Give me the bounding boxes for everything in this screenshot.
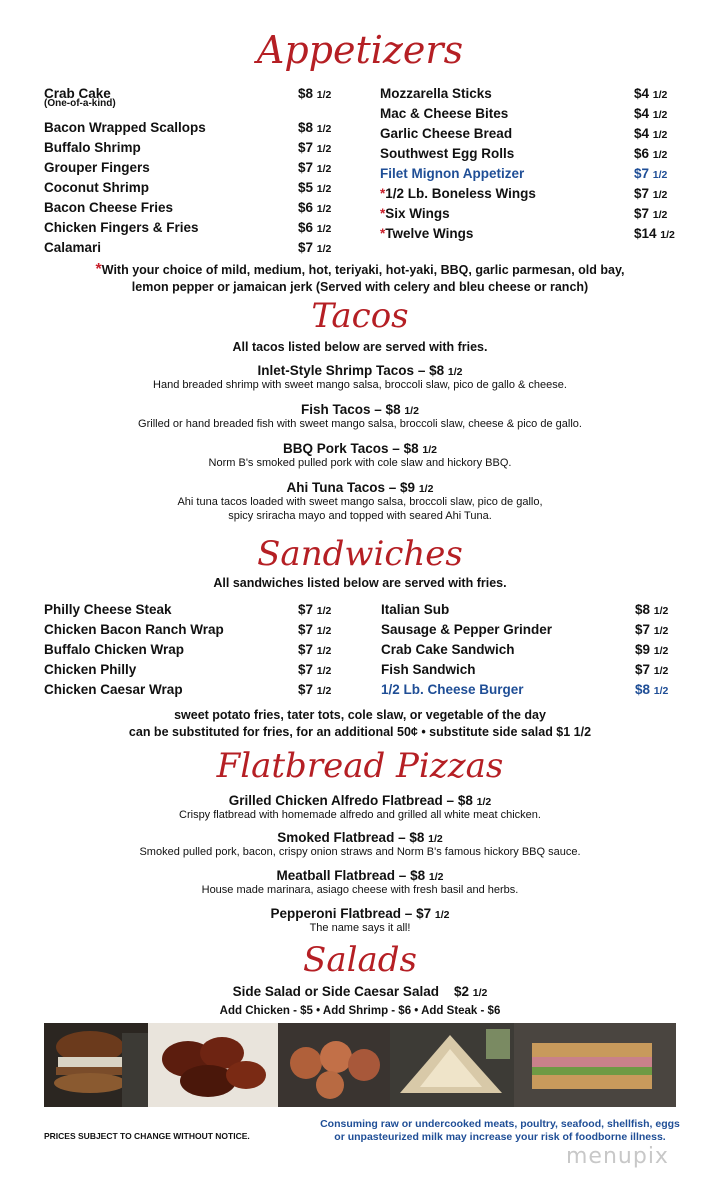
- item-name: Italian Sub: [381, 602, 450, 617]
- item-price: $8 1/2: [635, 682, 669, 697]
- menu-item: [44, 198, 344, 218]
- item-name: Chicken Bacon Ranch Wrap: [44, 622, 224, 637]
- menu-item: [44, 158, 344, 178]
- food-safety-warning: Consuming raw or undercooked meats, poultry, seafood, shellfish, eggs or unpasteurized milk may increase your risk of foodborne illness.: [320, 1118, 680, 1143]
- item-title: Smoked Flatbread – $8 1/2: [277, 830, 443, 845]
- menu-item: [44, 600, 344, 620]
- salad-item: Side Salad or Side Caesar Salad $2 1/2: [232, 984, 488, 999]
- wings-photo: [148, 1023, 278, 1107]
- item-price: $8 1/2: [298, 86, 332, 101]
- item-title: Fish Tacos – $8 1/2: [301, 402, 419, 417]
- item-name: Chicken Philly: [44, 662, 137, 677]
- item-name: Buffalo Chicken Wrap: [44, 642, 185, 657]
- menu-item-featured: [380, 164, 700, 184]
- item-price: $8 1/2: [298, 120, 332, 135]
- item-name: Garlic Cheese Bread: [380, 126, 513, 141]
- item-description: Grilled or hand breaded fish with sweet mango salsa, broccoli slaw, cheese & pico de gallo.: [138, 418, 582, 430]
- item-price: $7 1/2: [298, 622, 332, 637]
- item-title: Ahi Tuna Tacos – $9 1/2: [286, 480, 434, 495]
- item-name: *Six Wings: [380, 206, 450, 221]
- menu-item: [44, 238, 344, 258]
- salad-addons: Add Chicken - $5 • Add Shrimp - $6 • Add Steak - $6: [219, 1005, 501, 1017]
- menu-item: [44, 620, 344, 640]
- flatbreads-heading: Flatbread Pizzas: [216, 746, 504, 786]
- appetizers-left-column: [44, 84, 344, 258]
- item-price: $7 1/2: [298, 682, 332, 697]
- item-title: Inlet-Style Shrimp Tacos – $8 1/2: [257, 363, 463, 378]
- item-price: $7 1/2: [298, 140, 332, 155]
- item-name: Crab Cake: [44, 86, 111, 101]
- star-marker: *: [95, 261, 102, 278]
- menu-item: [380, 104, 700, 124]
- star-marker: *: [380, 186, 386, 201]
- item-price: $6 1/2: [298, 220, 332, 235]
- item-description: House made marinara, asiago cheese with fresh basil and herbs.: [201, 884, 519, 896]
- menu-item: [381, 660, 701, 680]
- menu-item: [380, 84, 700, 104]
- item-price: $6 1/2: [298, 200, 332, 215]
- burger-photo: [44, 1023, 148, 1107]
- item-price: $7 1/2: [298, 240, 332, 255]
- sandwich-photo: [514, 1023, 676, 1107]
- taco-item: [0, 441, 720, 470]
- menu-item-featured: [381, 680, 701, 700]
- menu-item: [44, 660, 344, 680]
- menu-item: [380, 124, 700, 144]
- item-price: $5 1/2: [298, 180, 332, 195]
- item-name: Coconut Shrimp: [44, 180, 149, 195]
- wing-sauce-note: *With your choice of mild, medium, hot, teriyaki, hot-yaki, BBQ, garlic parmesan, old bay, lemon pepper or jamaican jerk (Served with celery and bleu cheese or ranch): [95, 261, 625, 294]
- item-name: Mozzarella Sticks: [380, 86, 492, 101]
- taco-item: [0, 402, 720, 431]
- menu-item: [380, 184, 700, 204]
- item-title: Pepperoni Flatbread – $7 1/2: [270, 906, 450, 921]
- item-description: Ahi tuna tacos loaded with sweet mango salsa, broccoli slaw, pico de gallo,: [177, 496, 543, 508]
- item-name: 1/2 Lb. Cheese Burger: [381, 682, 524, 697]
- item-price: $14 1/2: [634, 226, 675, 241]
- item-name: *Twelve Wings: [380, 226, 474, 241]
- menu-item: [380, 204, 700, 224]
- menu-item: [44, 640, 344, 660]
- item-price: $4 1/2: [634, 86, 668, 101]
- item-price: $7 1/2: [634, 166, 668, 181]
- menu-item: [44, 84, 344, 118]
- quesadilla-photo: [390, 1023, 514, 1107]
- menu-item: [380, 224, 700, 244]
- item-name: Filet Mignon Appetizer: [380, 166, 525, 181]
- salads-heading: Salads: [303, 940, 417, 980]
- item-price: $7 1/2: [298, 642, 332, 657]
- item-name: Fish Sandwich: [381, 662, 476, 677]
- star-marker: *: [380, 206, 386, 221]
- taco-item: [0, 363, 720, 392]
- item-name: Crab Cake Sandwich: [381, 642, 515, 657]
- item-name: Sausage & Pepper Grinder: [381, 622, 553, 637]
- item-price: $7 1/2: [635, 622, 669, 637]
- tacos-intro: All tacos listed below are served with fries.: [232, 340, 488, 354]
- flatbread-item: [0, 793, 720, 822]
- menu-item: [381, 600, 701, 620]
- item-name: Philly Cheese Steak: [44, 602, 172, 617]
- item-price: $7 1/2: [634, 206, 668, 221]
- flatbread-item: [0, 906, 720, 935]
- appetizers-right-column: [380, 84, 700, 244]
- item-price: $8 1/2: [635, 602, 669, 617]
- item-price: $4 1/2: [634, 126, 668, 141]
- menu-item: [44, 178, 344, 198]
- item-title: Meatball Flatbread – $8 1/2: [276, 868, 444, 883]
- item-price: $7 1/2: [635, 662, 669, 677]
- item-name: Mac & Cheese Bites: [380, 106, 509, 121]
- item-price: $4 1/2: [634, 106, 668, 121]
- item-name: Bacon Cheese Fries: [44, 200, 174, 215]
- flatbread-item: [0, 868, 720, 897]
- flatbread-item: [0, 830, 720, 859]
- tacos-heading: Tacos: [311, 296, 409, 336]
- menu-item: [44, 118, 344, 138]
- item-price: $6 1/2: [634, 146, 668, 161]
- prices-note: PRICES SUBJECT TO CHANGE WITHOUT NOTICE.: [44, 1131, 250, 1141]
- item-price: $9 1/2: [635, 642, 669, 657]
- watermark-logo: menupix: [566, 1144, 669, 1169]
- item-name: *1/2 Lb. Boneless Wings: [380, 186, 536, 201]
- sides-note: sweet potato fries, tater tots, cole slaw, or vegetable of the day can be substituted for fries, for an additional 50¢ • substitute side salad $1 1/2: [128, 708, 592, 739]
- item-description: Smoked pulled pork, bacon, crispy onion straws and Norm B's famous hickory BBQ sauce.: [139, 846, 581, 858]
- item-description: The name says it all!: [309, 922, 411, 934]
- item-price: $7 1/2: [634, 186, 668, 201]
- sandwiches-left-column: [44, 600, 344, 700]
- item-price: $7 1/2: [298, 160, 332, 175]
- scallops-photo: [278, 1023, 390, 1107]
- item-description: Hand breaded shrimp with sweet mango salsa, broccoli slaw, pico de gallo & cheese.: [153, 379, 567, 391]
- item-price: $7 1/2: [298, 662, 332, 677]
- star-marker: *: [380, 226, 386, 241]
- sandwiches-heading: Sandwiches: [257, 534, 463, 574]
- menu-item: [44, 680, 344, 700]
- menu-item: [381, 640, 701, 660]
- item-title: BBQ Pork Tacos – $8 1/2: [283, 441, 437, 456]
- appetizers-heading: Appetizers: [256, 28, 464, 72]
- item-name: Bacon Wrapped Scallops: [44, 120, 206, 135]
- item-name: Chicken Fingers & Fries: [44, 220, 199, 235]
- item-name: Buffalo Shrimp: [44, 140, 141, 155]
- sandwiches-right-column: [381, 600, 701, 700]
- item-description: Norm B's smoked pulled pork with cole slaw and hickory BBQ.: [208, 457, 512, 469]
- menu-item: [381, 620, 701, 640]
- item-name: Southwest Egg Rolls: [380, 146, 515, 161]
- sandwiches-intro: All sandwiches listed below are served with fries.: [213, 576, 507, 590]
- item-name: Chicken Caesar Wrap: [44, 682, 183, 697]
- item-description: spicy sriracha mayo and topped with seared Ahi Tuna.: [228, 510, 492, 522]
- item-description: Crispy flatbread with homemade alfredo and grilled all white meat chicken.: [179, 809, 541, 821]
- menu-item: [44, 138, 344, 158]
- taco-item: [0, 480, 720, 523]
- item-title: Grilled Chicken Alfredo Flatbread – $8 1/2: [228, 793, 492, 808]
- menu-item: [44, 218, 344, 238]
- item-price: $7 1/2: [298, 602, 332, 617]
- menu-item: [380, 144, 700, 164]
- item-name: Calamari: [44, 240, 102, 255]
- item-note: (One-of-a-kind): [44, 98, 116, 109]
- item-name: Grouper Fingers: [44, 160, 150, 175]
